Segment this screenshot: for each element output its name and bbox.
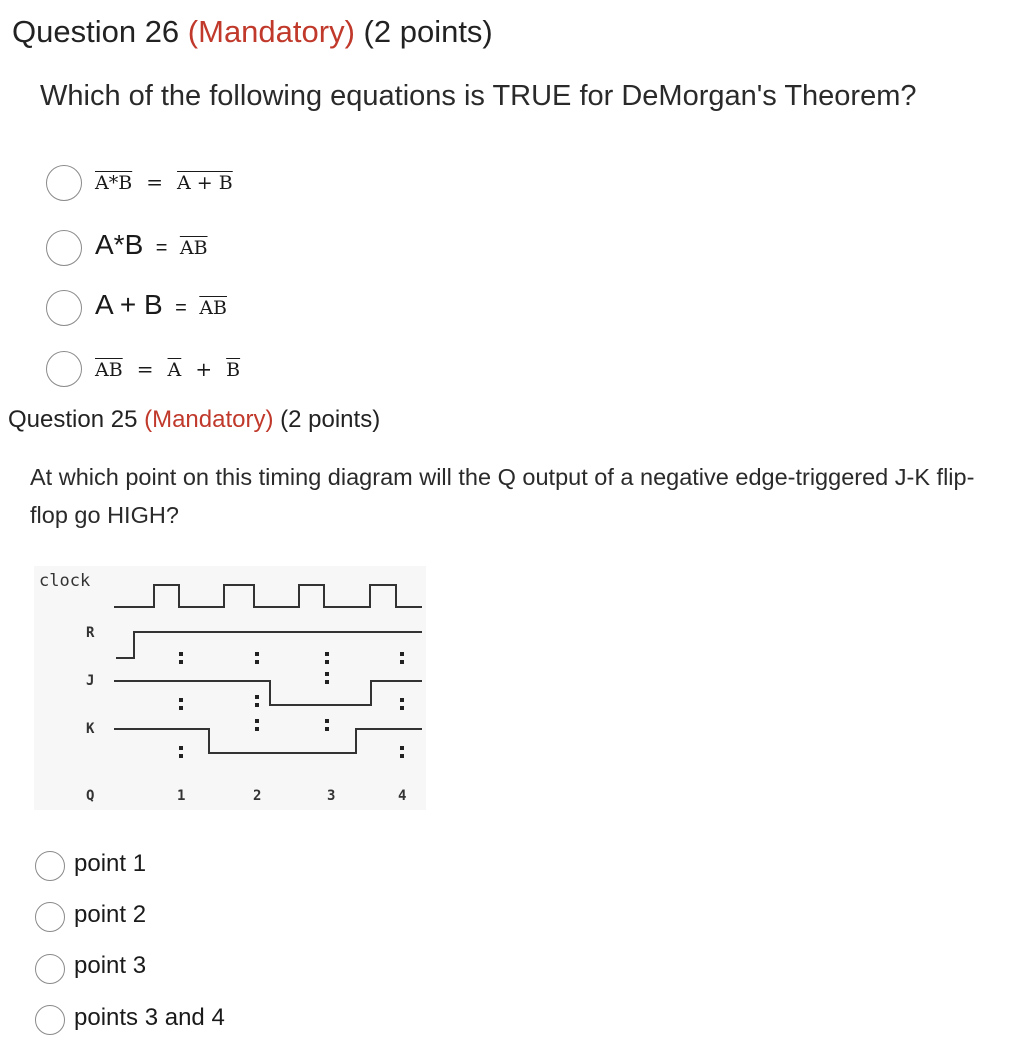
option-1-label[interactable] (95, 170, 233, 194)
point-label-1: 1 (177, 788, 186, 804)
j-label: J (86, 673, 95, 689)
plus-sign: + (195, 357, 213, 381)
point-label-2: 2 (253, 788, 262, 804)
mandatory-label: (Mandatory) (144, 406, 274, 433)
option-3-radio[interactable] (46, 290, 82, 326)
option-3-rhs: $\overline{AB}$ (199, 297, 227, 319)
option-point-3-radio[interactable] (35, 954, 65, 984)
option-4-rhs-a: $\overline{A}$ (167, 359, 182, 381)
question-25-title (8, 406, 380, 434)
option-4-radio[interactable] (46, 351, 82, 387)
points-label: (2 points) (280, 406, 381, 433)
equals-sign: = (175, 297, 187, 319)
question-number: Question 26 (12, 14, 180, 49)
mandatory-label: (Mandatory) (187, 14, 355, 49)
option-1-lhs: A*B (95, 172, 133, 194)
option-2-label[interactable] (95, 229, 208, 261)
option-3-label[interactable] (95, 289, 227, 321)
option-points-3-and-4-label[interactable]: points 3 and 4 (74, 1004, 225, 1031)
option-3-lhs: A + B (95, 289, 163, 320)
question-number: Question 25 (8, 406, 138, 433)
option-2-rhs: $\overline{AB}$ (179, 237, 208, 259)
point-label-4: 4 (398, 788, 407, 804)
option-points-3-and-4-radio[interactable] (35, 1005, 65, 1035)
option-point-2-label[interactable]: point 2 (74, 901, 147, 928)
option-point-2-radio[interactable] (35, 902, 65, 932)
question-26-prompt: Which of the following equations is TRUE for DeMorgan's Theorem? (40, 80, 917, 112)
option-4-label[interactable] (95, 357, 240, 381)
question-25-prompt: At which point on this timing diagram will the Q output of a negative edge-triggered J-K flip-flop go HIGH? (30, 464, 975, 528)
clock-label: clock (39, 571, 91, 591)
question-26-title (12, 14, 493, 50)
equals-sign: = (155, 237, 168, 259)
option-point-1-label[interactable]: point 1 (74, 850, 147, 877)
option-4-rhs-b: $\overline{B}$ (226, 359, 241, 381)
q-label: Q (86, 788, 95, 804)
equals-sign: = (146, 170, 163, 194)
option-2-lhs: A*B (95, 229, 144, 260)
points-label: (2 points) (363, 14, 493, 49)
option-2-radio[interactable] (46, 230, 82, 266)
timing-diagram (34, 566, 426, 810)
equals-sign: = (136, 357, 154, 381)
option-point-1-radio[interactable] (35, 851, 65, 881)
k-label: K (86, 721, 95, 737)
point-label-3: 3 (327, 788, 336, 804)
option-1-rhs: A + B (177, 172, 233, 194)
option-4-lhs: $\overline{AB}$ (95, 359, 123, 381)
r-label: R (86, 625, 95, 641)
option-point-3-label[interactable]: point 3 (74, 952, 147, 979)
option-1-radio[interactable] (46, 165, 82, 201)
